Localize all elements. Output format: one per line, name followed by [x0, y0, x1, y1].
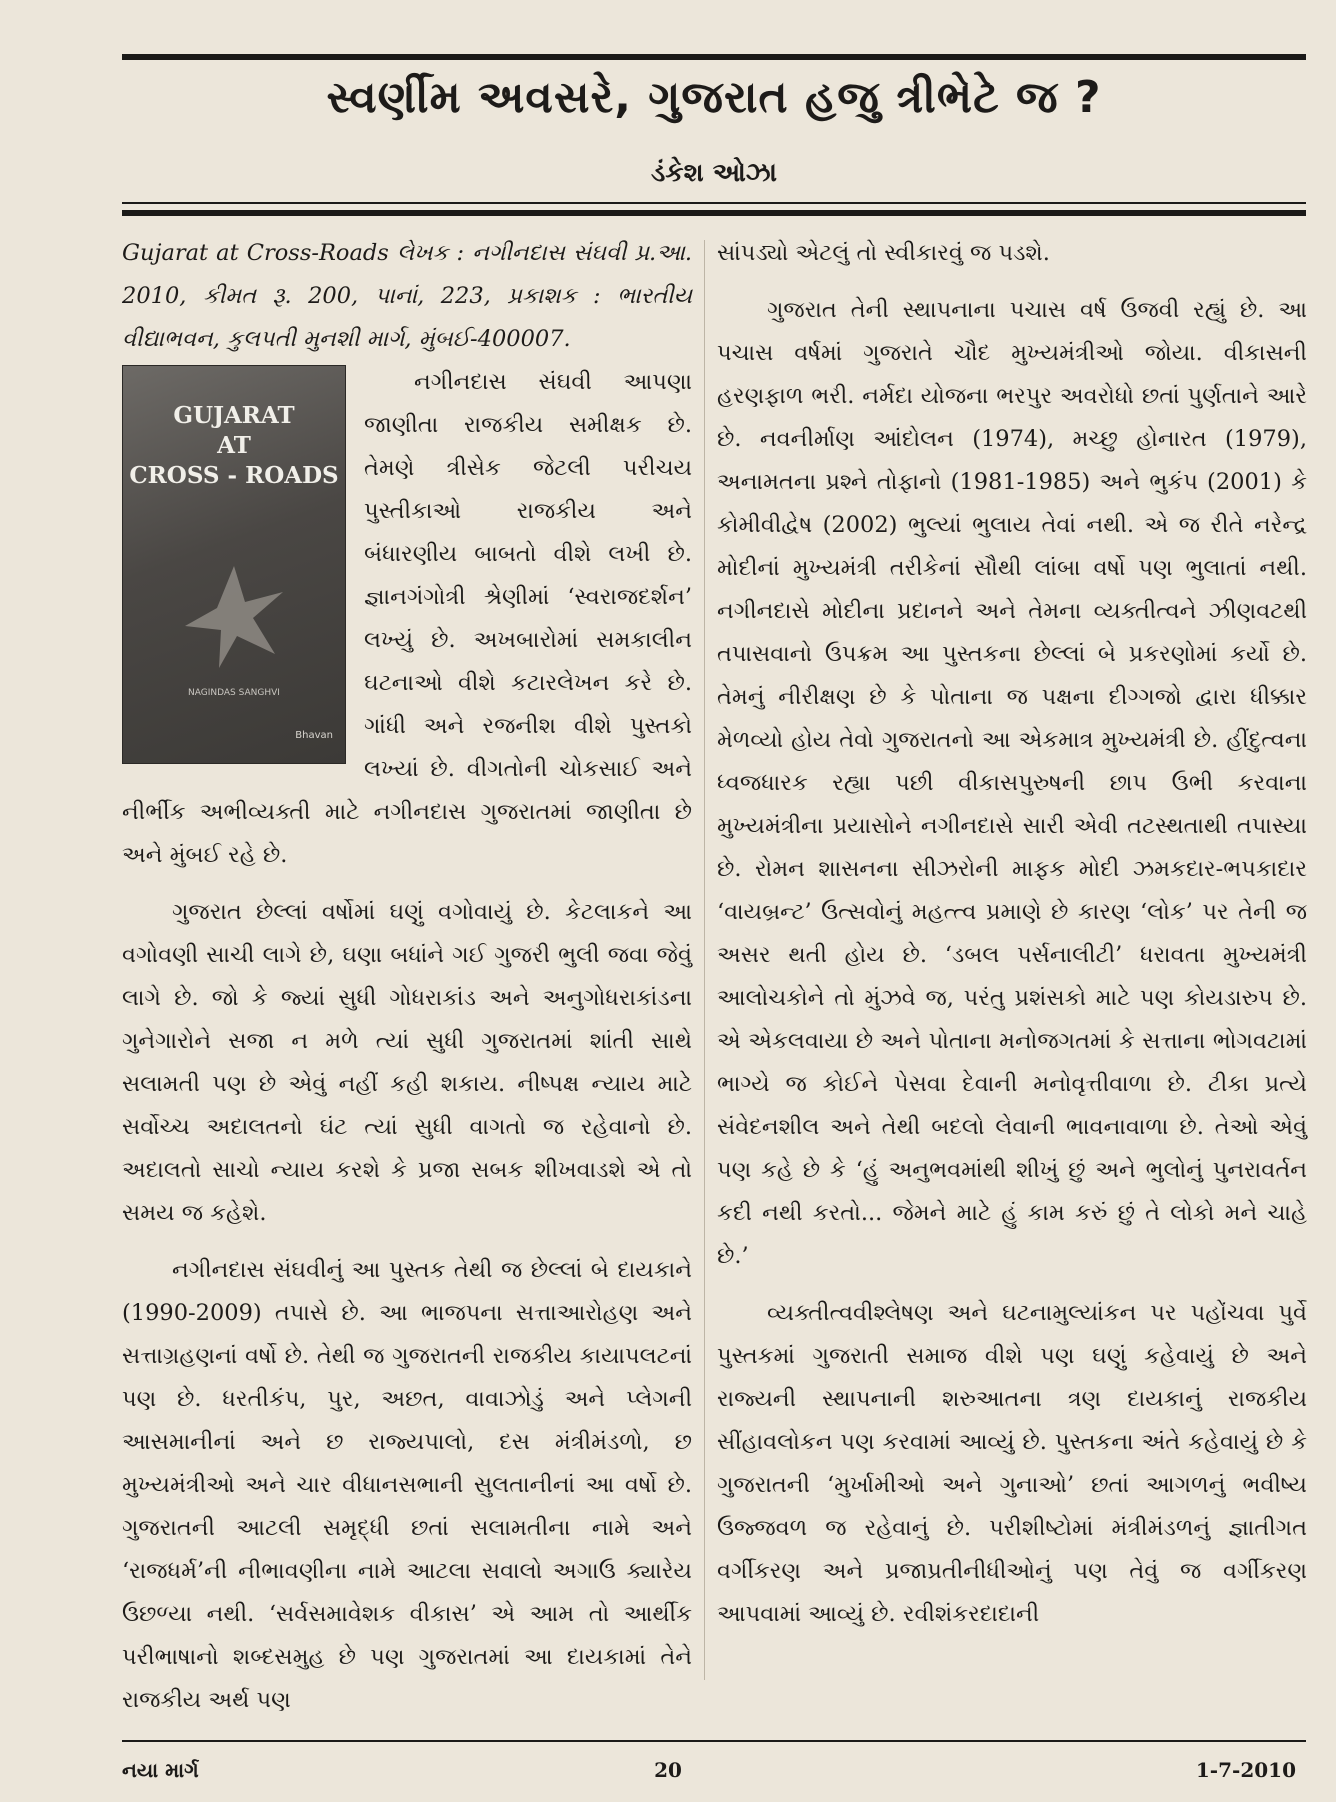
cover-title-line-1: GUJARAT — [173, 402, 295, 429]
top-rule — [122, 54, 1306, 60]
book-info: Gujarat at Cross-Roads લેખક : નગીનદાસ સંઘવી પ્ર.આ. 2010, કીમત રૂ. 200, પાનાં, 223, પ્રકાશક : ભારતીય વીદ્યાભવન, કુલપતી મુનશી માર્ગ, મુંબઈ-400007. — [122, 240, 692, 352]
cover-title-line-3: CROSS - ROADS — [129, 462, 339, 489]
footer-rule — [122, 1740, 1306, 1742]
column-divider — [704, 240, 705, 1680]
footer-page-number: 20 — [654, 1758, 682, 1782]
cover-publisher-logo: Bhavan — [295, 730, 333, 741]
cover-crossroads-emblem — [179, 562, 289, 672]
left-paragraph-2: ગુજરાત છેલ્લાં વર્ષોમાં ઘણું વગોવાયું છે. કેટલાકને આ વગોવણી સાચી લાગે છે, ઘણા બધાંને ગઈ ગુજરી ભુલી જવા જેવું લાગે છે. જો કે જ્યાં સુધી ગોધરાકાંડ અને અનુગોધરાકાંડના ગુનેગારોને સજા ન મળે ત્યાં સુધી ગુજરાતમાં શાંતી સાથે સલામતી પણ છે એવું નહીં કહી શકાય. નીષ્પક્ષ ન્યાય માટે સર્વોચ્ચ અદાલતનો ઘંટ ત્યાં સુધી વાગતો જ રહેવાનો છે. અદાલતો સાચો ન્યાય કરશે કે પ્રજા સબક શીખવાડશે એ તો સમય જ કહેશે. — [122, 899, 692, 1226]
header-rule-thick — [122, 210, 1306, 216]
right-paragraph-1: સાંપડ્યો એટલું તો સ્વીકારવું જ પડશે. — [717, 240, 1050, 266]
left-paragraph-3: નગીનદાસ સંઘવીનું આ પુસ્તક તેથી જ છેલ્લાં બે દાયકાને (1990-2009) તપાસે છે. આ ભાજપના સત્તાઆરોહણ અને સત્તાગ્રહણનાં વર્ષો છે. તેથી જ ગુજરાતની રાજકીય કાયાપલટનાં પણ છે. ધરતીકંપ, પુર, અછત, વાવાઝોડું અને પ્લેગની આસમાનીનાં અને છ રાજ્યપાલો, દસ મંત્રીમંડળો, છ મુખ્યમંત્રીઓ અને ચાર વીધાનસભાની સુલતાનીનાં આ વર્ષો છે. ગુજરાતની આટલી સમૃદ્ધી છતાં સલામતીના નામે અને ‘રાજધર્મ’ની નીભાવણીના નામે આટલા સવાલો અગાઉ ક્યારેય ઉછળ્યા નથી. ‘સર્વસમાવેશક વીકાસ’ એ આમ તો આર્થીક પરીભાષાનો શબ્દસમુહ છે પણ ગુજરાતમાં આ દાયકામાં તેને રાજકીય અર્થ પણ — [122, 1257, 692, 1713]
footer-magazine-name: નયા માર્ગ — [122, 1758, 199, 1782]
article-title: સ્વર્ણીમ અવસરે, ગુજરાત હજુ ત્રીભેટે જ ? — [326, 72, 1102, 123]
right-paragraph-3: વ્યક્તીત્વવીશ્લેષણ અને ઘટનામુલ્યાંકન પર પહોંચવા પુર્વે પુસ્તકમાં ગુજરાતી સમાજ વીશે પણ ઘણું કહેવાયું છે અને રાજ્યની સ્થાપનાની શરુઆતના ત્રણ દાયકાનું રાજકીય સીંહાવલોકન પણ કરવામાં આવ્યું છે. પુસ્તકના અંતે કહેવાયું છે કે ગુજરાતની ‘મુર્ખામીઓ અને ગુનાઓ’ છતાં આગળનું ભવીષ્ય ઉજ્જવળ જ રહેવાનું છે. પરીશીષ્ટોમાં મંત્રીમંડળનું જ્ઞાતીગત વર્ગીકરણ અને પ્રજાપ્રતીનીધીઓનું પણ તેવું જ વર્ગીકરણ આપવામાં આવ્યું છે. રવીશંકરદાદાની — [717, 1300, 1307, 1627]
cover-title-line-2: AT — [217, 432, 251, 459]
left-paragraph-1: નગીનદાસ સંઘવી આપણા જાણીતા રાજકીય સમીક્ષક છે. તેમણે ત્રીસેક જેટલી પરીચય પુસ્તીકાઓ રાજકીય અને બંધારણીય બાબતો વીશે લખી છે. જ્ઞાનગંગોત્રી શ્રેણીમાં ‘સ્વરાજદર્શન’ લખ્યું છે. અખબારોમાં સમકાલીન ઘટનાઓ વીશે કટારલેખન કરે છે. ગાંધી અને રજનીશ વીશે પુસ્તકો લખ્યાં છે. વીગતોની ચોકસાઈ અને નીર્ભીક અભીવ્યક્તી માટે નગીનદાસ ગુજરાતમાં જાણીતા છે અને મુંબઈ રહે છે. — [122, 369, 692, 868]
left-column — [122, 232, 692, 1713]
right-paragraph-2: ગુજરાત તેની સ્થાપનાના પચાસ વર્ષ ઉજવી રહ્યું છે. આ પચાસ વર્ષમાં ગુજરાતે ચૌદ મુખ્યમંત્રીઓ જોયા. વીકાસની હરણફાળ ભરી. નર્મદા યોજના ભરપુર અવરોધો છતાં પુર્ણતાને આરે છે. નવનીર્માણ આંદોલન (1974), મચ્છુ હોનારત (1979), અનામતના પ્રશ્ને તોફાનો (1981-1985) અને ભુકંપ (2001) કે કોમીવીદ્વેષ (2002) ભુલ્યાં ભુલાય તેવાં નથી. એ જ રીતે નરેન્દ્ર મોદીનાં મુખ્યમંત્રી તરીકેનાં સૌથી લાંબા વર્ષો પણ ભુલાતાં નથી. નગીનદાસે મોદીના પ્રદાનને અને તેમના વ્યક્તીત્વને ઝીણવટથી તપાસવાનો ઉપક્રમ આ પુસ્તકના છેલ્લાં બે પ્રકરણોમાં કર્યો છે. તેમનું નીરીક્ષણ છે કે પોતાના જ પક્ષના દીગ્ગજો દ્વારા ધીક્કાર મેળવ્યો હોય તેવો ગુજરાતનો આ એકમાત્ર મુખ્યમંત્રી છે. હીંદુત્વના ધ્વજધારક રહ્યા પછી વીકાસપુરુષની છાપ ઉભી કરવાના મુખ્યમંત્રીના પ્રયાસોને નગીનદાસે સારી એવી તટસ્થતાથી તપાસ્યા છે. રોમન શાસનના સીઝરોની માફક મોદી ઝમકદાર-ભપકાદાર ‘વાયબ્રન્ટ’ ઉત્સવોનું મહત્ત્વ પ્રમાણે છે કારણ ‘લોક’ પર તેની જ અસર થતી હોય છે. ‘ડબલ પર્સનાલીટી’ ધરાવતા મુખ્યમંત્રી આલોચકોને તો મુંઝવે જ, પરંતુ પ્રશંસકો માટે પણ કોયડારુપ છે. એ એકલવાયા છે અને પોતાના મનોજગતમાં કે સત્તાના ભોગવટામાં ભાગ્યે જ કોઈને પેસવા દેવાની મનોવૃત્તીવાળા છે. ટીકા પ્રત્યે સંવેદનશીલ અને તેથી બદલો લેવાની ભાવનાવાળા છે. તેઓ એવું પણ કહે છે કે ‘હું અનુભવમાંથી શીખું છું અને ભુલોનું પુનરાવર્તન કદી નથી કરતો... જેમને માટે હું કામ કરું છું તે લોકો મને ચાહે છે.’ — [717, 297, 1307, 1269]
article-author: ડંકેશ ઓઝા — [651, 158, 777, 188]
cover-author-name: NAGINDAS SANGHVI — [188, 688, 280, 698]
right-column — [717, 232, 1307, 1692]
book-cover-image — [122, 365, 346, 764]
footer-date: 1-7-2010 — [1195, 1758, 1296, 1782]
header-rule-thin — [122, 202, 1306, 204]
